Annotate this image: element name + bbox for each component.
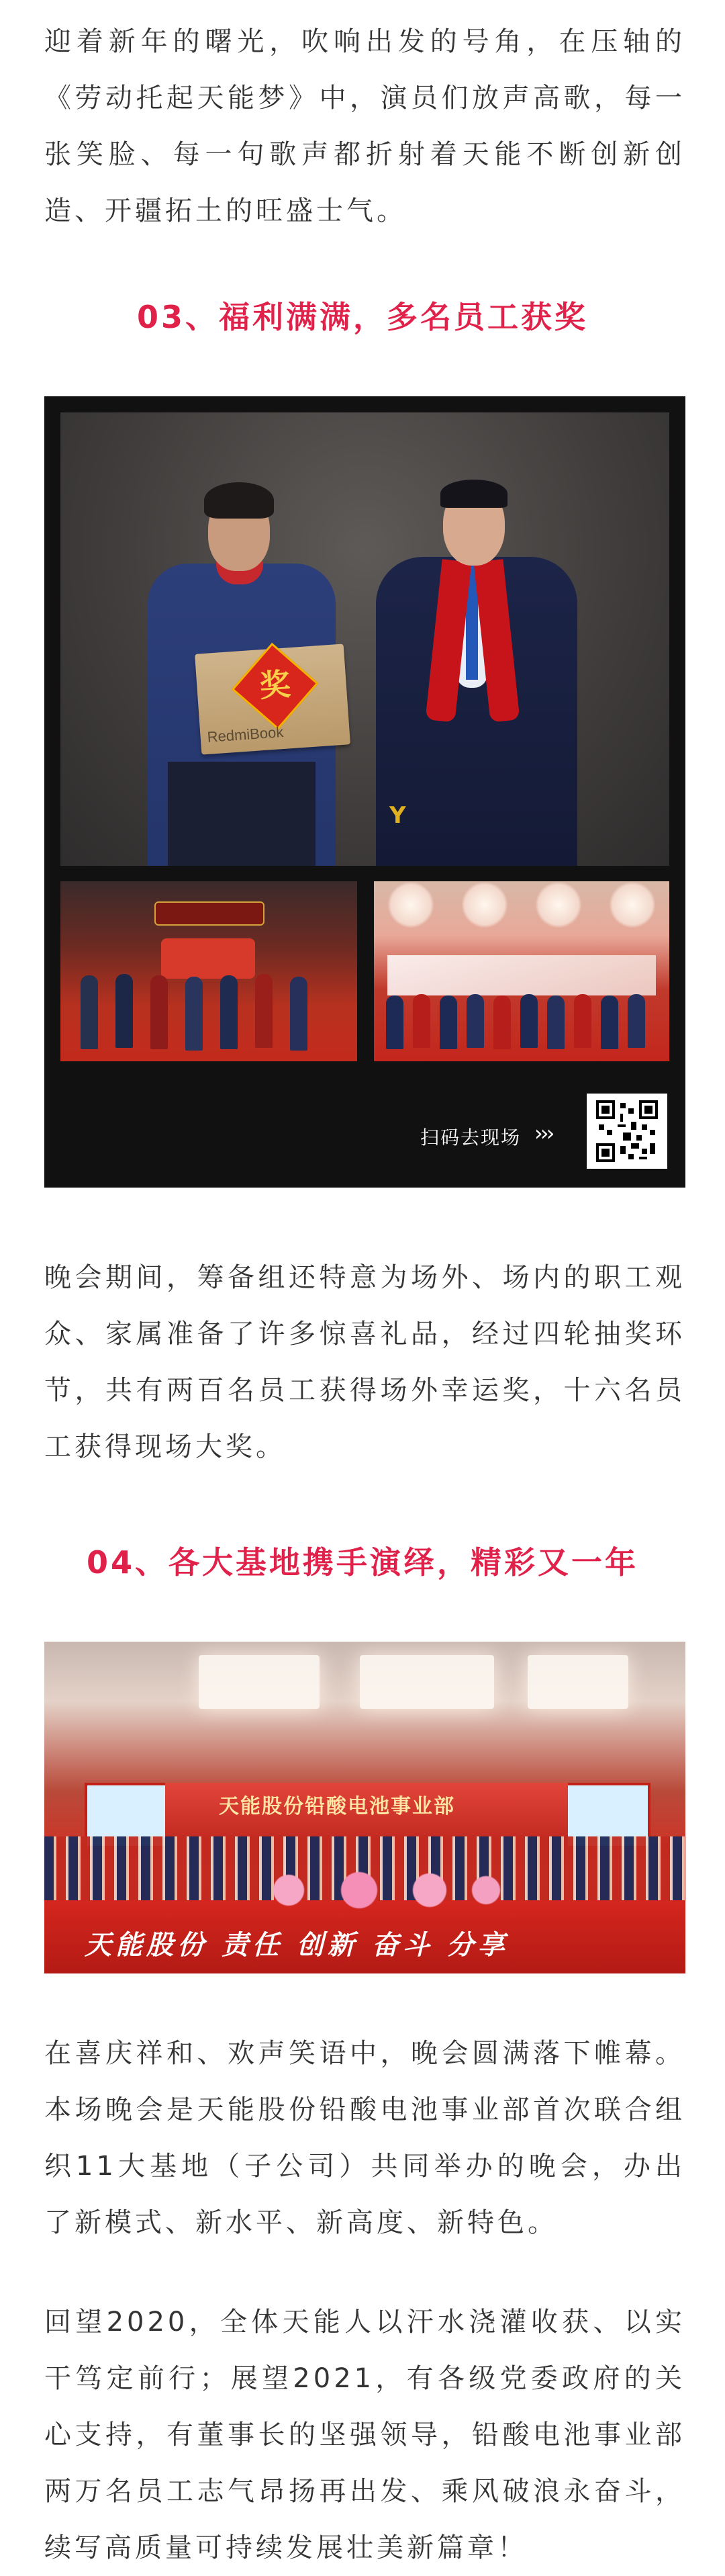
crowd-person <box>601 995 618 1049</box>
paragraph-finale: 迎着新年的曙光，吹响出发的号角，在压轴的《劳动托起天能梦》中，演员们放声高歌，每一张笑脸、每一句歌声都折射着天能不断创新创造、开疆拓土的旺盛士气。 <box>44 26 685 226</box>
tianneng-logo-icon: Y <box>389 802 406 829</box>
crowd-person <box>574 994 591 1048</box>
crowd-person <box>115 974 133 1048</box>
ceiling-lamp <box>360 1655 494 1709</box>
crowd-person <box>386 995 403 1049</box>
stage-banner <box>154 901 264 926</box>
paragraph-lucky-draw: 晚会期间，筹备组还特意为场外、场内的职工观众、家属准备了许多惊喜礼品，经过四轮抽奖环节，共有两百名员工获得场外幸运奖，十六名员工获得现场大奖。 <box>44 1262 685 1462</box>
employee-pants <box>168 762 316 866</box>
crowd-person <box>413 994 430 1048</box>
stage-slogan: 天能股份 责任 创新 奋斗 分享 <box>85 1930 509 1961</box>
chandelier <box>461 881 508 928</box>
crowd-person <box>520 994 538 1048</box>
gift-box-char: 奖 <box>258 666 292 705</box>
gift-box <box>195 643 350 754</box>
paragraph-closing: 在喜庆祥和、欢声笑语中，晚会圆满落下帷幕。本场晚会是天能股份铅酸电池事业部首次联合组织11大基地（子公司）共同举办的晚会，办出了新模式、新水平、新高度、新特色。 <box>44 2038 685 2238</box>
stage-title: 天能股份铅酸电池事业部 <box>219 1795 455 1818</box>
scan-to-scene-label[interactable]: 扫码去现场 <box>420 1126 522 1149</box>
award-group-photo-right <box>374 881 669 1061</box>
award-main-photo <box>60 412 669 866</box>
crowd-person <box>440 995 457 1049</box>
chandelier <box>609 881 656 928</box>
presenter-hair <box>440 480 508 508</box>
crowd-person <box>81 975 98 1049</box>
crowd-person <box>290 977 307 1051</box>
crowd-person <box>467 994 484 1048</box>
gift-box-label: RedmiBook <box>206 723 285 746</box>
award-photo-collage <box>44 396 685 1188</box>
paragraph-outlook: 回望2020，全体天能人以汗水浇灌收获、以实干笃定前行；展望2021，有各级党委政府的关心支持，有董事长的坚强领导，铅酸电池事业部两万名员工志气昂扬再出发、乘风破浪永奋斗，续写高质量可持续发展壮美新篇章！ <box>44 2307 685 2563</box>
ceiling-lamp <box>528 1655 628 1709</box>
section-heading-03: 03、福利满满，多名员工获奖 <box>136 299 588 335</box>
crowd-person <box>493 995 511 1049</box>
chandelier <box>387 881 434 928</box>
chandelier <box>535 881 582 928</box>
stage-screen <box>387 955 656 995</box>
chevrons-right-icon[interactable]: ››› <box>534 1120 552 1146</box>
award-group-photo-left <box>60 881 357 1061</box>
qr-code-graphic <box>596 1100 658 1162</box>
ceiling-lamp <box>199 1655 320 1709</box>
stage-screen <box>161 938 255 979</box>
crowd-person <box>628 994 645 1048</box>
crowd-person <box>255 974 273 1048</box>
performance-group-photo <box>44 1642 685 1973</box>
flower-props <box>232 1863 514 1917</box>
crowd-person <box>150 975 168 1049</box>
section-heading-04: 04、各大基地携手演绎，精彩又一年 <box>86 1544 638 1581</box>
employee-hair <box>204 482 274 519</box>
crowd-person <box>547 995 565 1049</box>
qr-code-icon[interactable] <box>587 1094 667 1169</box>
crowd-person <box>185 977 203 1051</box>
crowd-person <box>220 975 238 1049</box>
